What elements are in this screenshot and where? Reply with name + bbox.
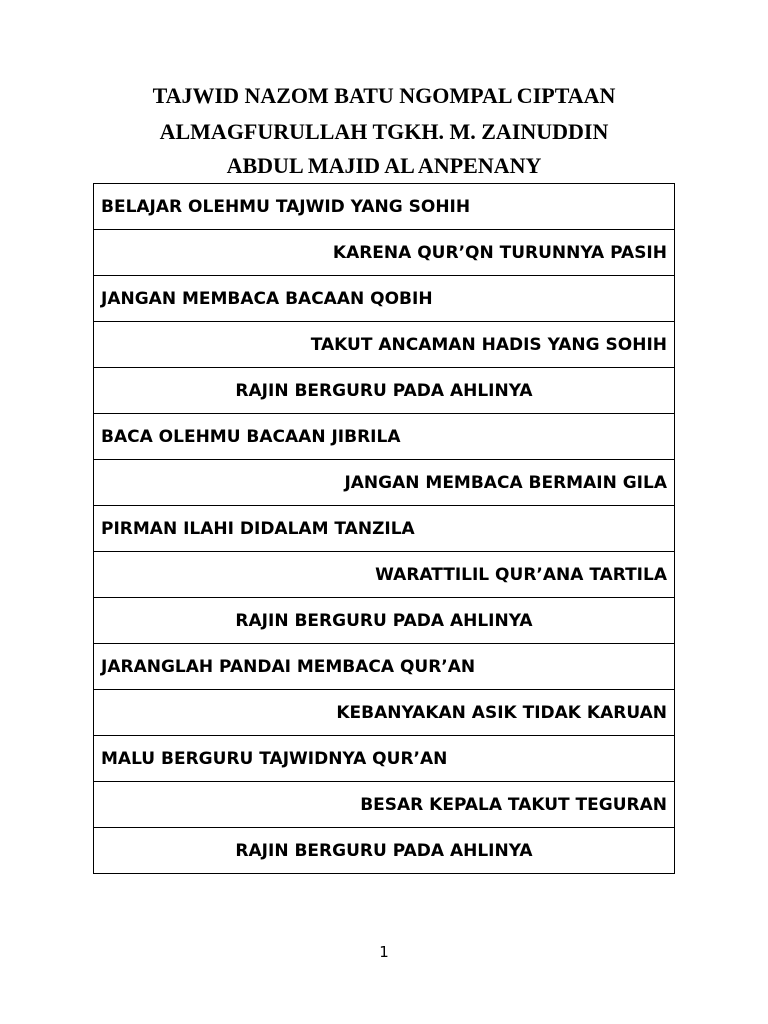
poem-line: RAJIN BERGURU PADA AHLINYA bbox=[94, 828, 675, 874]
table-row bbox=[94, 184, 675, 230]
page-number: 1 bbox=[379, 943, 389, 961]
title-line-2: ALMAGFURULLAH TGKH. M. ZAINUDDIN bbox=[159, 119, 609, 144]
poem-line: KEBANYAKAN ASIK TIDAK KARUAN bbox=[94, 690, 675, 736]
table-row bbox=[94, 644, 675, 690]
title-line-3: ABDUL MAJID AL ANPENANY bbox=[226, 153, 542, 178]
table-row bbox=[94, 230, 675, 276]
poem-table-body bbox=[94, 184, 675, 874]
table-row bbox=[94, 322, 675, 368]
table-row bbox=[94, 506, 675, 552]
poem-line: WARATTILIL QUR’ANA TARTILA bbox=[94, 552, 675, 598]
table-row bbox=[94, 460, 675, 506]
table-row bbox=[94, 782, 675, 828]
poem-line: RAJIN BERGURU PADA AHLINYA bbox=[94, 598, 675, 644]
poem-table bbox=[93, 183, 675, 874]
table-row bbox=[94, 368, 675, 414]
poem-line: BESAR KEPALA TAKUT TEGURAN bbox=[94, 782, 675, 828]
poem-line: KARENA QUR’QN TURUNNYA PASIH bbox=[94, 230, 675, 276]
poem-line: PIRMAN ILAHI DIDALAM TANZILA bbox=[94, 506, 675, 552]
poem-line: JANGAN MEMBACA BERMAIN GILA bbox=[94, 460, 675, 506]
table-row bbox=[94, 690, 675, 736]
poem-line: BACA OLEHMU BACAAN JIBRILA bbox=[94, 414, 675, 460]
table-row bbox=[94, 552, 675, 598]
table-row bbox=[94, 414, 675, 460]
poem-line: BELAJAR OLEHMU TAJWID YANG SOHIH bbox=[94, 184, 675, 230]
table-row bbox=[94, 598, 675, 644]
poem-line: JARANGLAH PANDAI MEMBACA QUR’AN bbox=[94, 644, 675, 690]
poem-line: TAKUT ANCAMAN HADIS YANG SOHIH bbox=[94, 322, 675, 368]
document-title bbox=[40, 78, 728, 182]
title-line-1: TAJWID NAZOM BATU NGOMPAL CIPTAAN bbox=[152, 83, 616, 108]
table-row bbox=[94, 276, 675, 322]
poem-line: JANGAN MEMBACA BACAAN QOBIH bbox=[94, 276, 675, 322]
table-row bbox=[94, 828, 675, 874]
table-row bbox=[94, 736, 675, 782]
poem-line: RAJIN BERGURU PADA AHLINYA bbox=[94, 368, 675, 414]
poem-line: MALU BERGURU TAJWIDNYA QUR’AN bbox=[94, 736, 675, 782]
